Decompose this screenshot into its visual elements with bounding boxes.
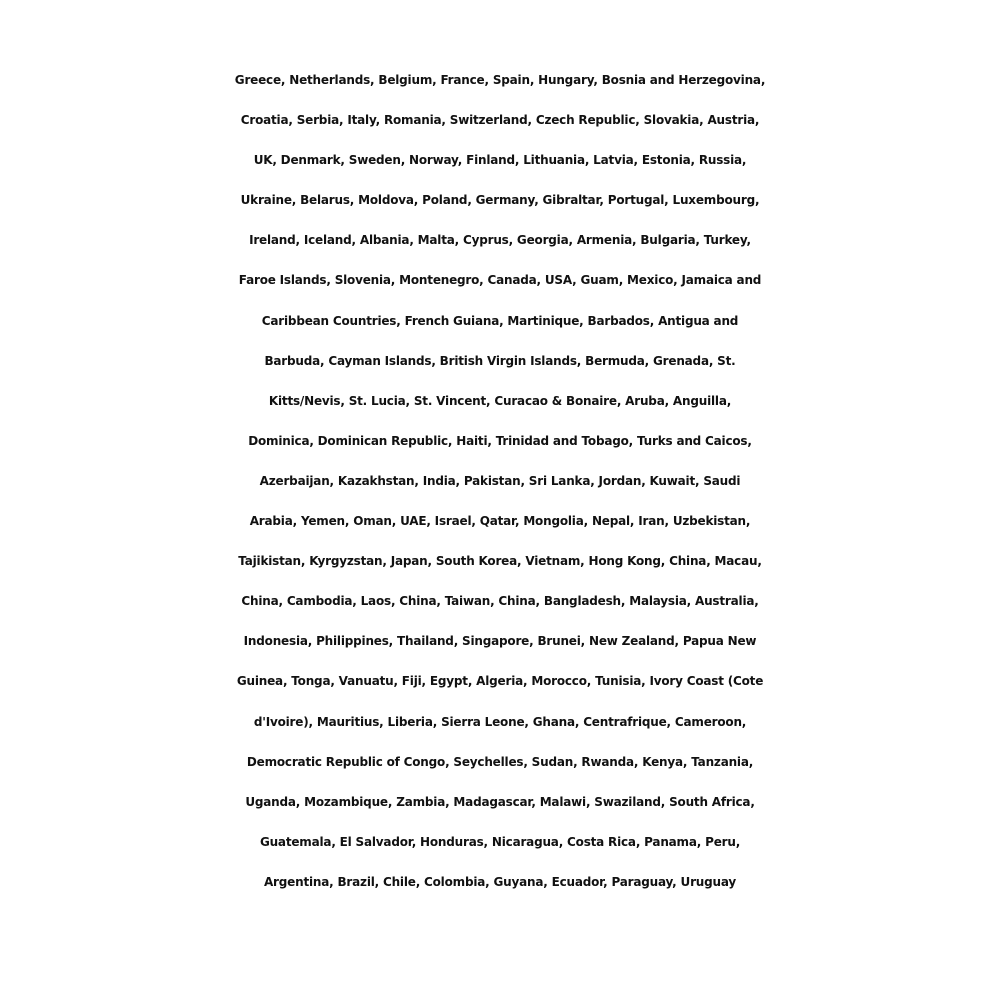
text-line: Guatemala, El Salvador, Honduras, Nicaragua, Costa Rica, Panama, Peru,: [259, 834, 741, 849]
text-line: d'Ivoire), Mauritius, Liberia, Sierra Leone, Ghana, Centrafrique, Cameroon,: [253, 714, 747, 729]
text-line: Guinea, Tonga, Vanuatu, Fiji, Egypt, Algeria, Morocco, Tunisia, Ivory Coast (Cote: [236, 674, 764, 689]
text-line: Uganda, Mozambique, Zambia, Madagascar, Malawi, Swaziland, South Africa,: [245, 794, 755, 809]
text-line: Ukraine, Belarus, Moldova, Poland, Germany, Gibraltar, Portugal, Luxembourg,: [240, 193, 760, 208]
country-list-paragraph: [0, 60, 1000, 902]
text-line: Azerbaijan, Kazakhstan, India, Pakistan, Sri Lanka, Jordan, Kuwait, Saudi: [259, 473, 741, 488]
text-line: Argentina, Brazil, Chile, Colombia, Guyana, Ecuador, Paraguay, Uruguay: [263, 874, 737, 889]
text-line: Arabia, Yemen, Oman, UAE, Israel, Qatar, Mongolia, Nepal, Iran, Uzbekistan,: [249, 514, 751, 529]
text-line: Barbuda, Cayman Islands, British Virgin Islands, Bermuda, Grenada, St.: [264, 353, 736, 368]
text-line: UK, Denmark, Sweden, Norway, Finland, Lithuania, Latvia, Estonia, Russia,: [253, 153, 747, 168]
text-line: Dominica, Dominican Republic, Haiti, Trinidad and Tobago, Turks and Caicos,: [248, 433, 752, 448]
text-line: Greece, Netherlands, Belgium, France, Spain, Hungary, Bosnia and Herzegovina,: [234, 73, 766, 87]
text-line: Caribbean Countries, French Guiana, Martinique, Barbados, Antigua and: [261, 313, 739, 328]
text-line: Ireland, Iceland, Albania, Malta, Cyprus, Georgia, Armenia, Bulgaria, Turkey,: [249, 233, 751, 248]
text-line: China, Cambodia, Laos, China, Taiwan, China, Bangladesh, Malaysia, Australia,: [241, 594, 759, 609]
text-line: Tajikistan, Kyrgyzstan, Japan, South Korea, Vietnam, Hong Kong, China, Macau,: [238, 554, 762, 569]
text-line: Croatia, Serbia, Italy, Romania, Switzerland, Czech Republic, Slovakia, Austria,: [240, 113, 760, 128]
text-line: Democratic Republic of Congo, Seychelles, Sudan, Rwanda, Kenya, Tanzania,: [246, 754, 754, 769]
text-line: Faroe Islands, Slovenia, Montenegro, Canada, USA, Guam, Mexico, Jamaica and: [238, 273, 762, 288]
text-line: Indonesia, Philippines, Thailand, Singapore, Brunei, New Zealand, Papua New: [243, 634, 757, 649]
text-line: Kitts/Nevis, St. Lucia, St. Vincent, Curacao & Bonaire, Aruba, Anguilla,: [268, 393, 732, 408]
